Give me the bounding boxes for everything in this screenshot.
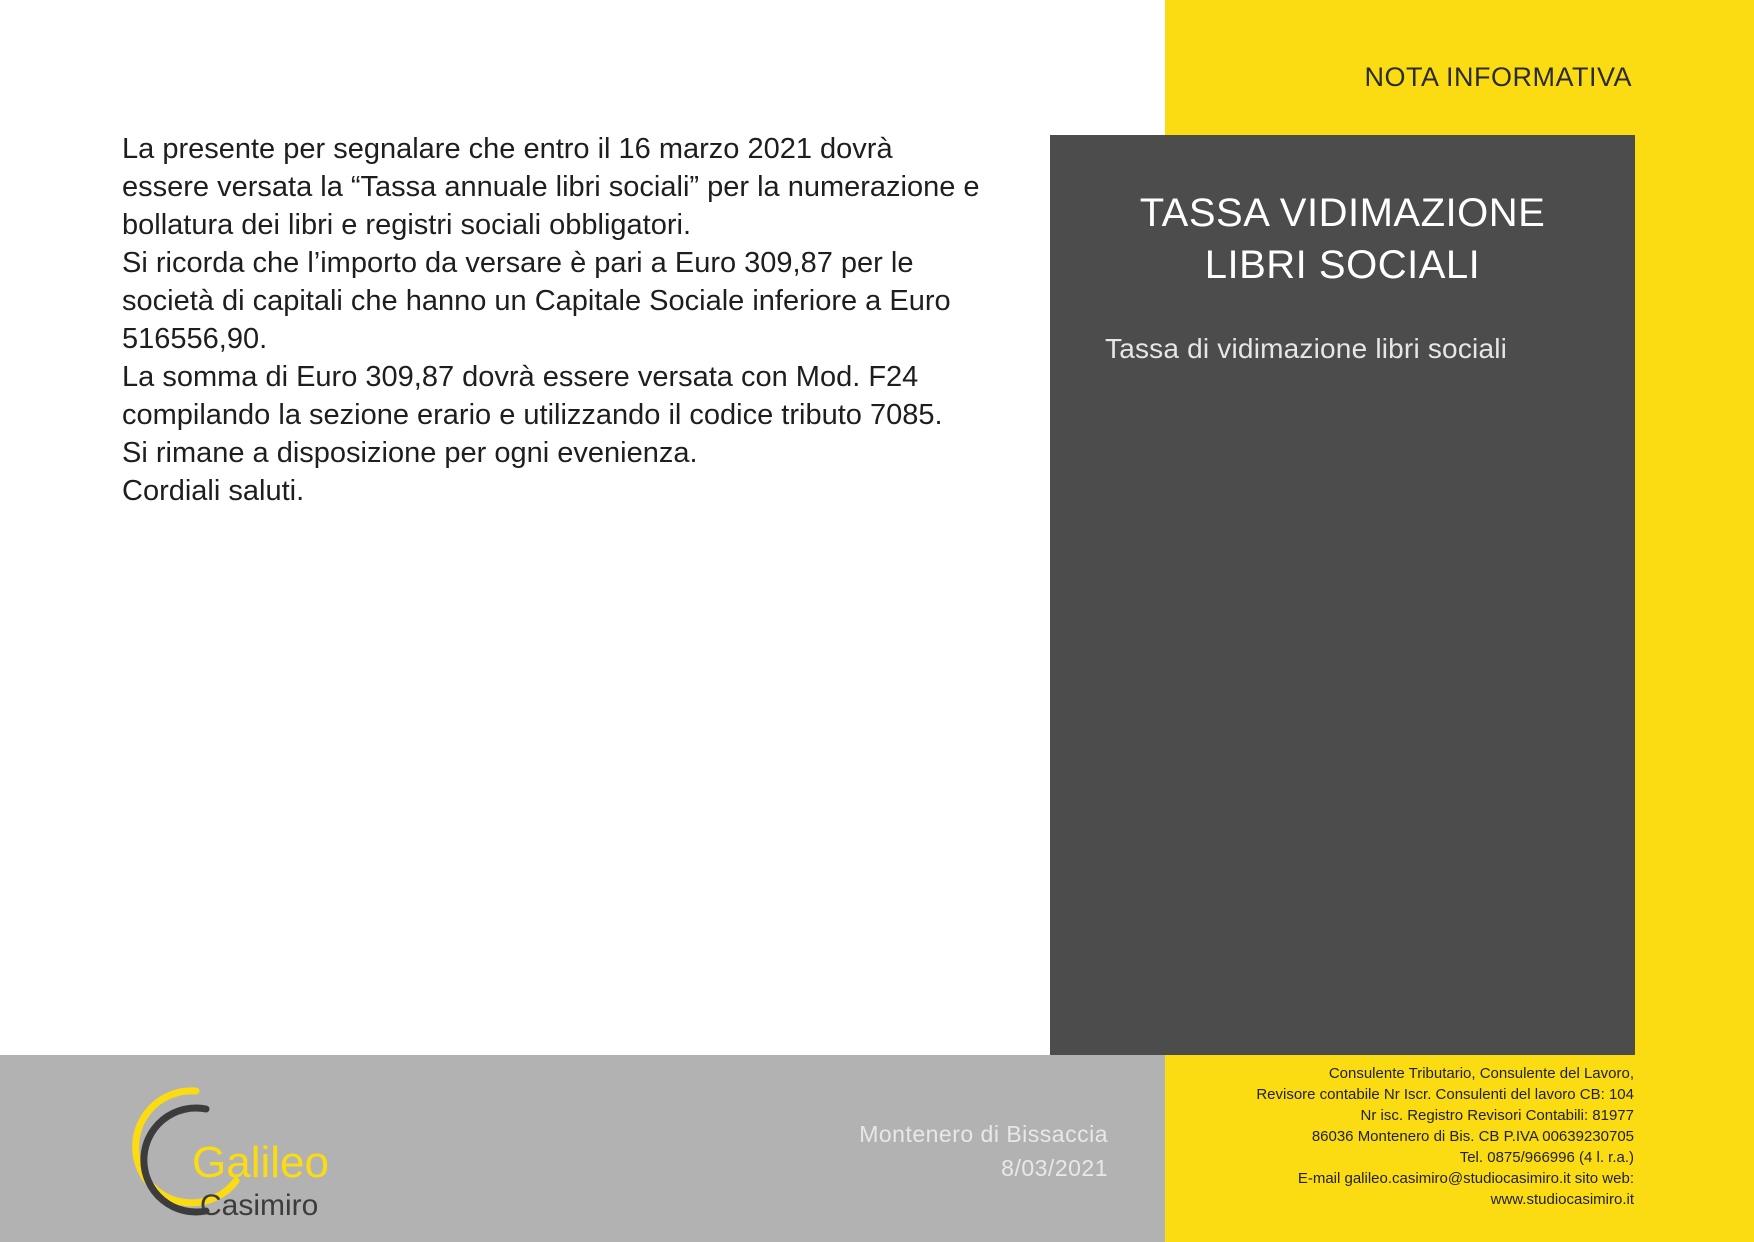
body-line: bollatura dei libri e registri sociali obbligatori. [122, 209, 691, 241]
contact-line: Consulente Tributario, Consulente del Lavoro, [1328, 1065, 1634, 1082]
footer-band [0, 1055, 1165, 1242]
logo-first-name: Galileo [192, 1138, 329, 1187]
body-line: 516556,90. [122, 323, 268, 355]
contact-line: Tel. 0875/966996 (4 l. r.a.) [1459, 1149, 1634, 1166]
contact-info [1256, 1063, 1634, 1210]
contact-line: Revisore contabile Nr Iscr. Consulenti del lavoro CB: 104 [1256, 1086, 1634, 1103]
title-panel [1050, 135, 1635, 1055]
galileo-casimiro-logo [118, 1077, 348, 1227]
panel-subtitle: Tassa di vidimazione libri sociali [1105, 333, 1508, 364]
contact-line: Nr isc. Registro Revisori Contabili: 81977 [1360, 1107, 1634, 1124]
body-line: La somma di Euro 309,87 dovrà essere versata con Mod. F24 [122, 361, 919, 393]
body-line: essere versata la “Tassa annuale libri sociali” per la numerazione e [122, 171, 980, 203]
logo-last-name: Casimiro [200, 1189, 319, 1222]
contact-email-line[interactable]: E-mail galileo.casimiro@studiocasimiro.it sito web: [1297, 1170, 1634, 1187]
body-line: società di capitali che hanno un Capitale Sociale inferiore a Euro [122, 285, 951, 317]
body-line: compilando la sezione erario e utilizzando il codice tributo 7085. [122, 399, 943, 431]
letter-body [122, 130, 1012, 510]
body-line: Si rimane a disposizione per ogni evenienza. [122, 437, 698, 469]
place-text: Montenero di Bissaccia [859, 1121, 1108, 1147]
date-text: 8/03/2021 [1001, 1155, 1108, 1181]
body-line: Si ricorda che l’importo da versare è pari a Euro 309,87 per le [122, 247, 914, 279]
body-line: La presente per segnalare che entro il 16 marzo 2021 dovrà [122, 133, 893, 165]
panel-title-line1: TASSA VIDIMAZIONE [1139, 191, 1546, 235]
nota-informativa-label: NOTA INFORMATIVA [1364, 62, 1632, 92]
panel-title-line2: LIBRI SOCIALI [1204, 243, 1481, 287]
panel-title [1050, 187, 1635, 291]
place-and-date [859, 1117, 1108, 1185]
contact-website-link[interactable]: www.studiocasimiro.it [1490, 1191, 1634, 1208]
body-line: Cordiali saluti. [122, 475, 305, 507]
contact-line: 86036 Montenero di Bis. CB P.IVA 00639230705 [1311, 1128, 1634, 1145]
